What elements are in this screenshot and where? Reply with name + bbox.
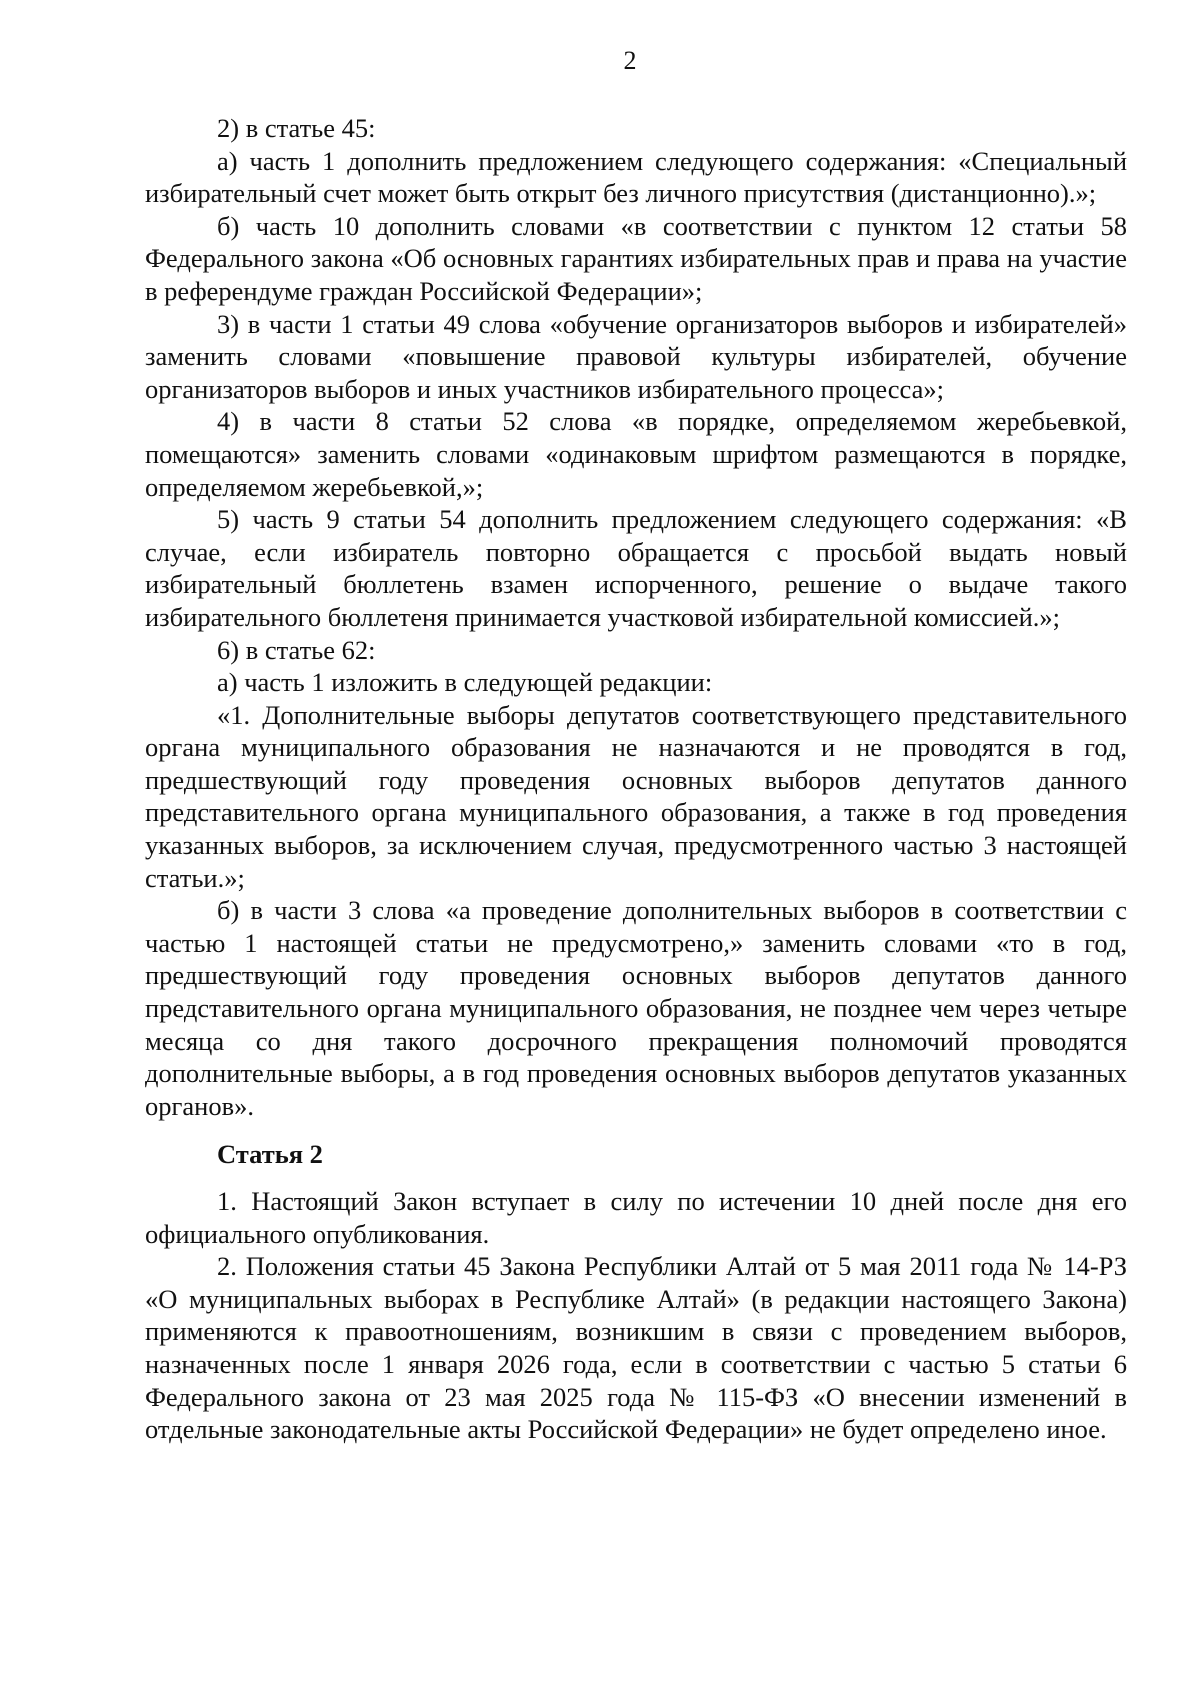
paragraph-item-6: 6) в статье 62: — [217, 634, 376, 665]
quoted-new-part-1: «1. Дополнительные выборы депутатов соответствующего представительного органа муниципального образования не назначаются и не проводятся в год, предшествующий году проведения основных выборов депутатов данного представительного органа муниципального образования, а также в год проведения указанных выборов, за исключением случая, предусмотренного частью 3 настоящей статьи.»; — [145, 699, 1127, 893]
paragraph-item-5: 5) часть 9 статьи 54 дополнить предложением следующего содержания: «В случае, если избиратель повторно обращается с просьбой выдать новый избирательный бюллетень взамен испорченного, решение о выдаче такого избирательного бюллетеня принимается участковой избирательной комиссией.»; — [145, 504, 1127, 632]
document-body — [145, 112, 1127, 1446]
paragraph-item-2: 2) в статье 45: — [217, 113, 376, 143]
paragraph-item-4: 4) в части 8 статьи 52 слова «в порядке, определяемом жеребьевкой, помещаются» заменить словами «одинаковым шрифтом размещаются в порядке, определяемом жеребьевкой,»; — [145, 406, 1127, 502]
paragraph-item-6b: б) в части 3 слова «а проведение дополнительных выборов в соответствии с частью 1 настоящей статьи не предусмотрено,» заменить словами «то в год, предшествующий году проведения основных выборов депутатов данного представительного органа муниципального образования, не позднее чем через четыре месяца со дня такого досрочного прекращения полномочий проводятся дополнительные выборы, а в год проведения основных выборов депутатов указанных органов». — [145, 895, 1127, 1121]
article-2-part-1: 1. Настоящий Закон вступает в силу по истечении 10 дней после дня его официального опубликования. — [145, 1186, 1127, 1249]
paragraph-item-2a: а) часть 1 дополнить предложением следующего содержания: «Специальный избирательный счет может быть открыт без личного присутствия (дистанционно).»; — [145, 145, 1127, 209]
paragraph-item-6a: а) часть 1 изложить в следующей редакции: — [217, 667, 713, 698]
article-2-part-2: 2. Положения статьи 45 Закона Республики Алтай от 5 мая 2011 года № 14-РЗ «О муниципальных выборах в Республике Алтай» (в редакции настоящего Закона) применяются к правоотношениям, возникшим в связи с проведением выборов, назначенных после 1 января 2026 года, если в соответствии с частью 5 статьи 6 Федерального закона от 23 мая 2025 года № 115-ФЗ «О внесении изменений в отдельные законодательные акты Российской Федерации» не будет определено иное. — [145, 1251, 1127, 1445]
paragraph-item-3: 3) в части 1 статьи 49 слова «обучение организаторов выборов и избирателей» заменить словами «повышение правовой культуры избирателей, обучение организаторов выборов и иных участников избирательного процесса»; — [145, 308, 1127, 404]
page-number: 2 — [623, 46, 637, 75]
article-2-heading: Статья 2 — [217, 1139, 323, 1170]
paragraph-item-2b: б) часть 10 дополнить словами «в соответствии с пунктом 12 статьи 58 Федерального закона «Об основных гарантиях избирательных прав и права на участие в референдуме граждан Российской Федерации»; — [145, 210, 1127, 306]
